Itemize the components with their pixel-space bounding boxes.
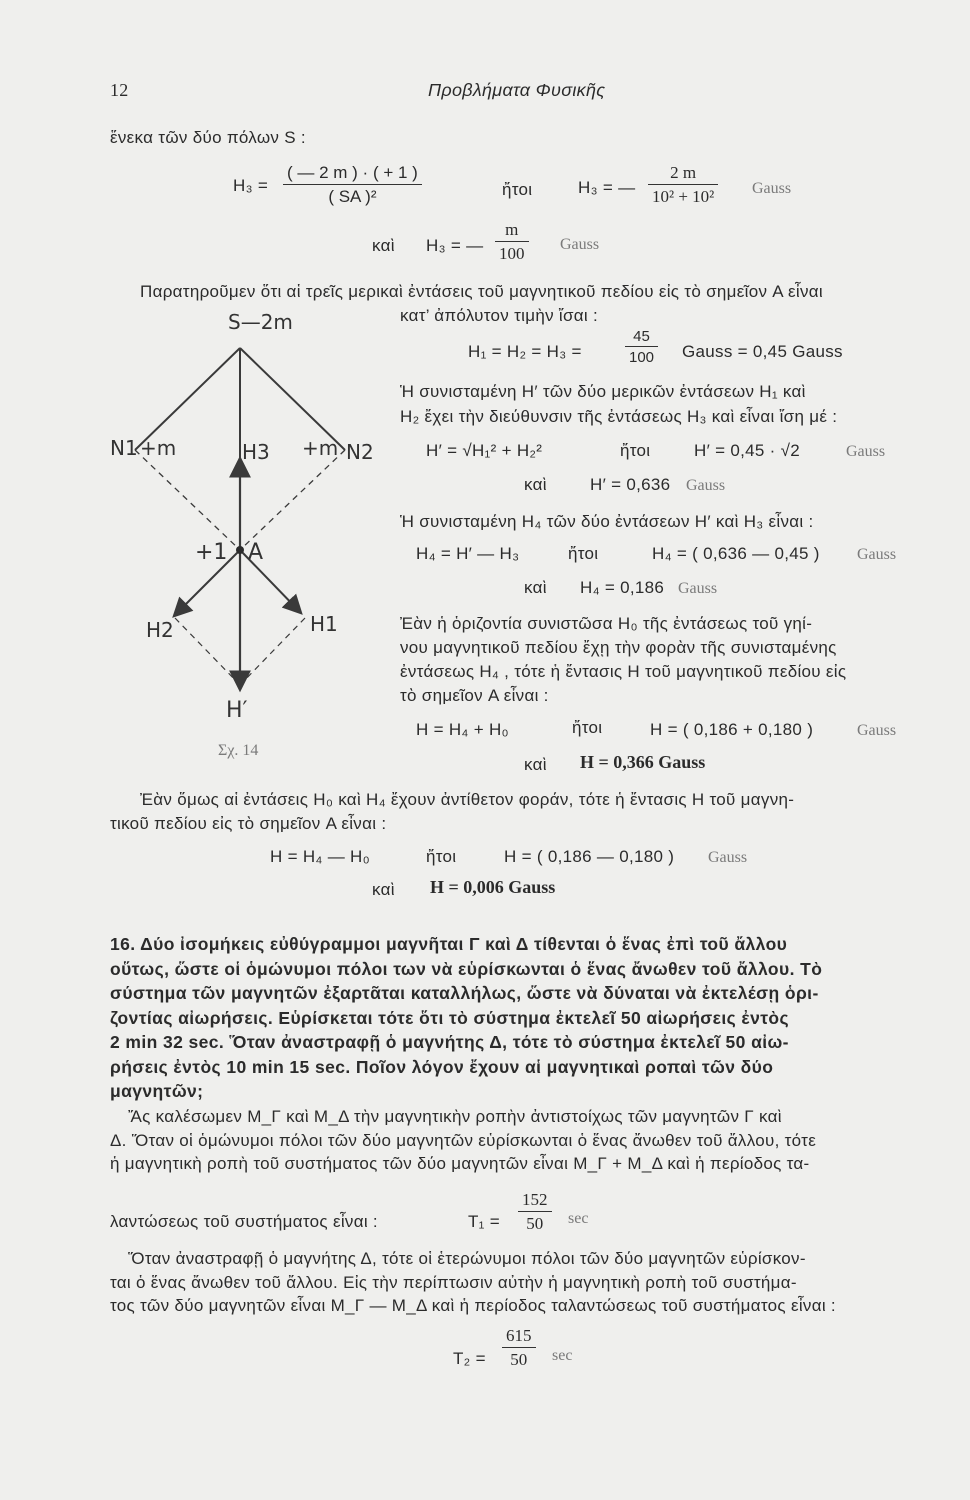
solution-1-line-3: ἡ μαγνητικὴ ροπὴ τοῦ συστήματος τῶν δύο μαγνητῶν εἶναι M_Γ + M_Δ καὶ ἡ περίοδος τα- <box>110 1154 810 1173</box>
problem-16-line-4: ζοντίας αἰωρήσεις. Εὑρίσκεται τότε ὅτι τὸ σύστημα ἐκτελεῖ 50 αἰωρήσεις ἐντὸς <box>110 1007 790 1028</box>
eq-h3-fraction <box>283 163 422 207</box>
t2-numerator: 615 <box>502 1326 536 1348</box>
s-to-n2-line <box>240 348 345 450</box>
n1-to-a-dashed <box>135 450 240 550</box>
figure-label-plus-m-right: +m <box>302 436 339 460</box>
t2-denominator: 50 <box>510 1350 528 1369</box>
eq-h3b-fraction <box>495 220 529 264</box>
eq-equal-fraction <box>625 328 658 366</box>
eq-hsum-hitoi: ἤτοι <box>572 718 603 737</box>
s-to-n1-line <box>135 348 240 450</box>
problem-16-line-7: μαγνητῶν; <box>110 1081 204 1101</box>
eq-hsum-result: H = 0,366 Gauss <box>580 752 706 772</box>
eq-h3b-kai: καὶ <box>372 236 395 255</box>
eq-h3-lhs: H₃ = <box>233 176 269 195</box>
eq-hprime2-unit: Gauss <box>686 477 726 494</box>
horizontal-text-3: ἐντάσεως H₄ , τότε ἡ ἔντασις H τοῦ μαγνητικοῦ πεδίου εἰς <box>400 662 847 681</box>
resultant-h4-text: Ἡ συνισταμένη H₄ τῶν δύο ἐντάσεων H′ καὶ H₃ εἶναι : <box>400 512 814 531</box>
point-a <box>236 546 244 554</box>
figure-label-plus-m-left: +m <box>140 436 177 460</box>
observation-line1: Παρατηροῦμεν ὅτι αἱ τρεῖς μερικαὶ ἐντάσεις τοῦ μαγνητικοῦ πεδίου εἰς τὸ σημεῖον A εἶναι <box>140 282 823 301</box>
eq-h4b-rhs: H₄ = 0,186 <box>580 578 665 597</box>
opposite-text-2: τικοῦ πεδίου εἰς τὸ σημεῖον A εἶναι : <box>110 814 387 833</box>
horizontal-text-4: τὸ σημεῖον A εἶναι : <box>400 686 549 705</box>
eq-hprime-rhs: H′ = 0,45 · √2 <box>694 441 801 460</box>
eq-h3-numerator: ( — 2 m ) · ( + 1 ) <box>283 163 422 185</box>
eq-hsum-rhs: H = ( 0,186 + 0,180 ) <box>650 720 814 739</box>
figure-label-h1: H1 <box>310 612 338 636</box>
eq-hdiff-unit: Gauss <box>708 849 748 866</box>
eq-equal-lhs: H₁ = H₂ = H₃ = <box>468 342 582 361</box>
eq-h3-fraction2 <box>648 163 718 207</box>
figure-label-n1: N1 <box>110 436 138 460</box>
problem-16 <box>110 932 925 1104</box>
eq-h3-denominator2: 10² + 10² <box>652 187 715 206</box>
eq-hdiff-result: H = 0,006 Gauss <box>430 877 556 897</box>
parallelogram-left <box>175 618 240 685</box>
intro-line: ἕνεκα τῶν δύο πόλων S : <box>110 128 306 147</box>
figure-label-plus1: +1 <box>195 540 228 565</box>
eq-h3b-numerator: m <box>495 220 529 242</box>
problem-16-line-6: ρήσεις ἐντὸς 10 min 15 sec. Ποῖον λόγον ἔχουν αἱ μαγνητικαὶ ροπαὶ τῶν δύο <box>110 1056 774 1077</box>
eq-hprime-unit: Gauss <box>846 443 886 460</box>
eq-hprime-hitoi: ἤτοι <box>620 441 651 460</box>
horizontal-text-2: νου μαγνητικοῦ πεδίου ἔχῃ τὴν φορὰν τῆς συνισταμένης <box>400 638 837 657</box>
problem-16-line-5: 2 min 32 sec. Ὅταν ἀναστραφῇ ὁ μαγνήτης Δ, τότε τὸ σύστημα ἐκτελεῖ 50 αἰω- <box>110 1032 789 1052</box>
eq-hdiff-result-kai: καὶ <box>372 880 395 899</box>
t2-lhs: T₂ = <box>453 1349 486 1368</box>
figure-caption: Σχ. 14 <box>218 742 259 759</box>
eq-h3-hitoi: ἤτοι <box>502 180 533 199</box>
solution-1-line-2: Δ. Ὅταν οἱ ὁμώνυμοι πόλοι τῶν δύο μαγνητῶν εὑρίσκωνται ὁ ἕνας ἄνωθεν τοῦ ἄλλου, τότε <box>110 1130 817 1150</box>
t1-text: λαντώσεως τοῦ συστήματος εἶναι : <box>110 1212 378 1231</box>
solution-part-2 <box>110 1247 925 1318</box>
eq-hprime-lhs: H′ = √H₁² + H₂² <box>426 441 543 460</box>
eq-hprime2-rhs: H′ = 0,636 <box>590 475 671 494</box>
t1-unit: sec <box>568 1210 589 1227</box>
eq-equal-denominator: 100 <box>629 349 655 366</box>
resultant-text-1: Ἡ συνισταμένη H′ τῶν δύο μερικῶν ἐντάσεων H₁ καὶ <box>400 382 806 401</box>
figure-14 <box>100 300 400 770</box>
eq-h4-unit: Gauss <box>857 546 897 563</box>
eq-hdiff-rhs: H = ( 0,186 — 0,180 ) <box>504 847 675 866</box>
figure-label-n2: N2 <box>346 440 374 464</box>
eq-hsum-result-kai: καὶ <box>524 755 547 774</box>
eq-h3b-denominator: 100 <box>499 244 525 263</box>
figure-label-a: A <box>248 540 264 565</box>
parallelogram-right <box>240 618 305 685</box>
eq-hsum-unit: Gauss <box>857 722 897 739</box>
figure-label-h3: H3 <box>242 440 270 464</box>
solution-2-line-2: ται ὁ ἕνας ἄνωθεν τοῦ ἄλλου. Εἰς τὴν περίπτωσιν αὐτὴν ἡ μαγνητικὴ ροπὴ τοῦ συστήμα- <box>110 1272 797 1292</box>
solution-2-line-3: τος τῶν δύο μαγνητῶν εἶναι M_Γ — M_Δ καὶ ἡ περίοδος ταλαντώσεως τοῦ συστήματος εἶναι : <box>110 1296 836 1315</box>
problem-16-line-1: 16. Δύο ἰσομήκεις εὐθύγραμμοι μαγνῆται Γ καὶ Δ τίθενται ὁ ἕνας ἐπὶ τοῦ ἄλλου <box>110 934 788 954</box>
eq-h4-lhs: H₄ = H′ — H₃ <box>416 544 520 563</box>
eq-equal-numerator: 45 <box>625 328 658 347</box>
eq-hdiff-lhs: H = H₄ — H₀ <box>270 847 370 866</box>
problem-16-line-3: σύστημα τῶν μαγνητῶν ἐξαρτᾶται καταλλήλως, ὥστε νὰ δύναται νὰ ἐκτελέσῃ ὁρι- <box>110 983 819 1003</box>
eq-h3-lhs2: H₃ = — <box>578 178 636 197</box>
t1-denominator: 50 <box>526 1214 544 1233</box>
resultant-text-2: H₂ ἔχει τὴν διεύθυνσιν τῆς ἐντάσεως H₃ καὶ εἶναι ἴση μέ : <box>400 407 838 426</box>
horizontal-text-1: Ἐὰν ἡ ὁριζοντία συνιστῶσα H₀ τῆς ἐντάσεως τοῦ γηί- <box>400 614 813 633</box>
problem-16-line-2: οὕτως, ὥστε οἱ ὁμώνυμοι πόλοι των νὰ εὑρίσκωνται ὁ ἕνας ἄνωθεν τοῦ ἄλλου. Τὸ <box>110 958 823 979</box>
eq-h3b-lhs: H₃ = — <box>426 236 484 255</box>
opposite-text-1: Ἐὰν ὅμως αἱ ἐντάσεις H₀ καὶ H₄ ἔχουν ἀντίθετον φοράν, τότε ἡ ἔντασις H τοῦ μαγνη- <box>140 790 795 809</box>
n2-to-a-dashed <box>240 450 345 550</box>
solution-2-line-1: Ὅταν ἀναστραφῇ ὁ μαγνήτης Δ, τότε οἱ ἑτερώνυμοι πόλοι τῶν δύο μαγνητῶν εὑρίσκον- <box>128 1249 806 1268</box>
t2-fraction <box>502 1326 536 1370</box>
t1-lhs: T₁ = <box>468 1212 500 1231</box>
eq-h3-denominator: ( SA )² <box>328 187 377 206</box>
figure-label-h2: H2 <box>146 618 174 642</box>
figure-label-hprime: H′ <box>226 698 248 723</box>
eq-hsum-lhs: H = H₄ + H₀ <box>416 720 509 739</box>
observation-line2: κατ’ ἀπόλυτον τιμὴν ἴσαι : <box>400 306 599 325</box>
solution-1-line-1: Ἄς καλέσωμεν M_Γ καὶ M_Δ τὴν μαγνητικὴν ροπὴν ἀντιστοίχως τῶν μαγνητῶν Γ καὶ <box>128 1107 782 1126</box>
eq-h4b-kai: καὶ <box>524 578 547 597</box>
eq-equal-rhs: Gauss = 0,45 Gauss <box>682 342 843 361</box>
solution-part-1 <box>110 1105 925 1176</box>
running-title: Προβλήματα Φυσικῆς <box>428 80 606 100</box>
eq-h4-hitoi: ἤτοι <box>568 544 599 563</box>
eq-h4b-unit: Gauss <box>678 580 718 597</box>
eq-h3-unit: Gauss <box>752 180 792 197</box>
eq-h4-rhs: H₄ = ( 0,636 — 0,45 ) <box>652 544 820 563</box>
t1-numerator: 152 <box>518 1190 552 1212</box>
eq-hdiff-hitoi: ἤτοι <box>426 847 457 866</box>
eq-hprime2-kai: καὶ <box>524 475 547 494</box>
eq-h3-numerator2: 2 m <box>648 163 718 185</box>
figure-label-s2m: S—2m <box>228 310 293 334</box>
page-number: 12 <box>110 80 129 100</box>
t2-unit: sec <box>552 1347 573 1364</box>
t1-fraction <box>518 1190 552 1234</box>
eq-h3b-unit: Gauss <box>560 236 600 253</box>
